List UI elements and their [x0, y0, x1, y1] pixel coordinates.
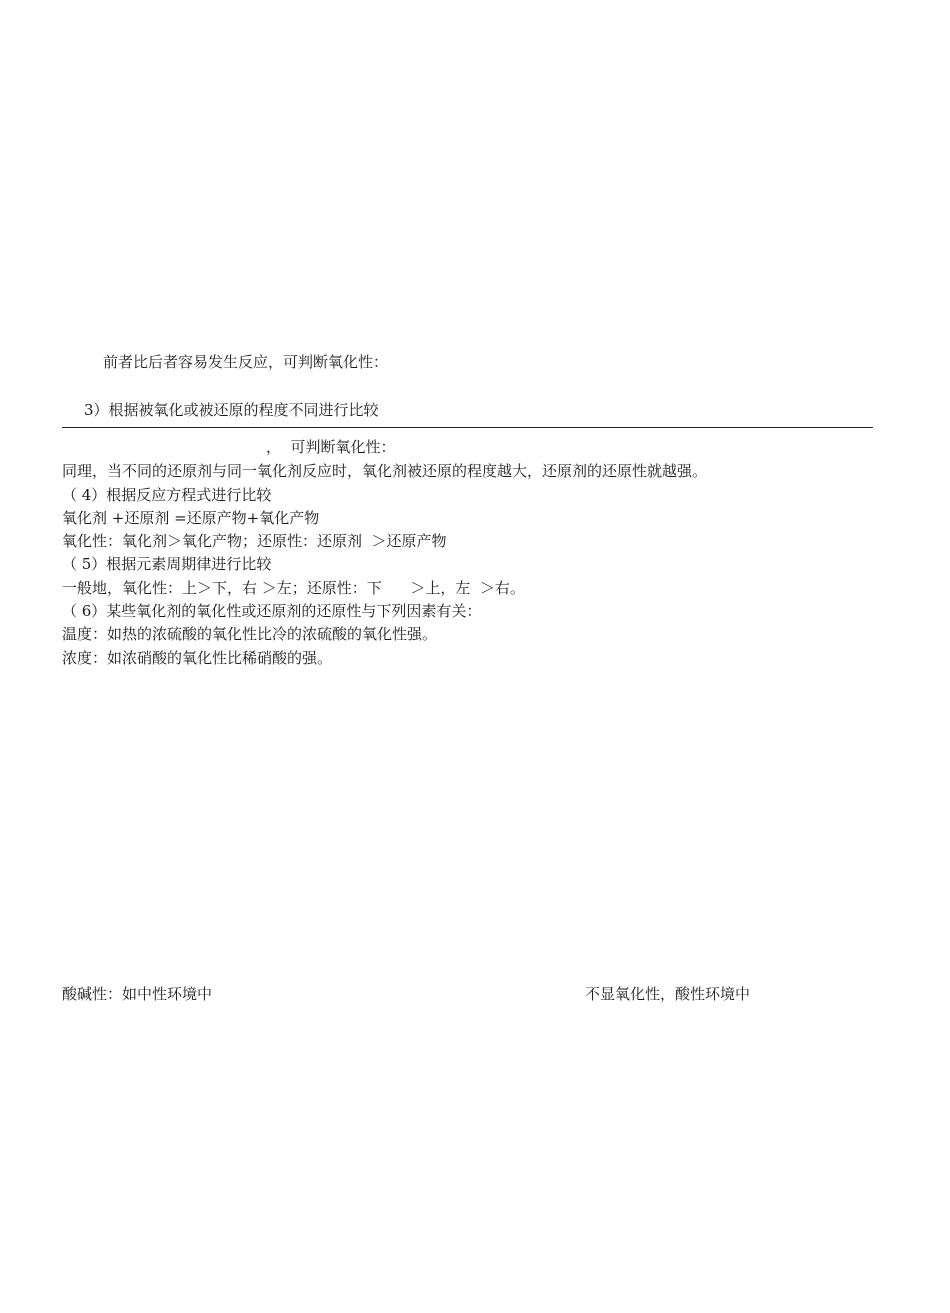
text-line-acidity-right: 不显氧化性，酸性环境中: [585, 985, 751, 1003]
text-line-judge-oxidizing: ， 可判断氧化性：: [266, 438, 396, 456]
section-heading-4: （ 4）根据反应方程式进行比较: [62, 486, 272, 504]
horizontal-rule: [62, 427, 873, 428]
text-line-temperature: 温度：如热的浓硫酸的氧化性比冷的浓硫酸的氧化性强。: [62, 625, 438, 643]
section-heading-3: 3）根据被氧化或被还原的程度不同进行比较: [84, 401, 379, 419]
text-line-acidity-left: 酸碱性：如中性环境中: [62, 985, 213, 1003]
text-line-oxidizing-order: 氧化性：氧化剂＞氧化产物；还原性：还原剂 ＞还原产物: [62, 532, 447, 550]
section-heading-5: （ 5）根据元素周期律进行比较: [62, 555, 272, 573]
section-heading-6: （ 6）某些氧化剂的氧化性或还原剂的还原性与下列因素有关：: [62, 602, 482, 620]
text-line-comparison-note: 前者比后者容易发生反应，可判断氧化性：: [103, 353, 389, 371]
text-line-equation: 氧化剂 +还原剂 =还原产物+氧化产物: [62, 509, 320, 527]
text-line-similarly: 同理，当不同的还原剂与同一氧化剂反应时，氧化剂被还原的程度越大，还原剂的还原性就越强。: [62, 462, 708, 480]
text-line-periodic-trend: 一般地，氧化性：上＞下，右 ＞左；还原性：下 ＞上，左 ＞右。: [62, 579, 525, 597]
text-line-concentration: 浓度：如浓硝酸的氧化性比稀硝酸的强。: [62, 649, 333, 667]
